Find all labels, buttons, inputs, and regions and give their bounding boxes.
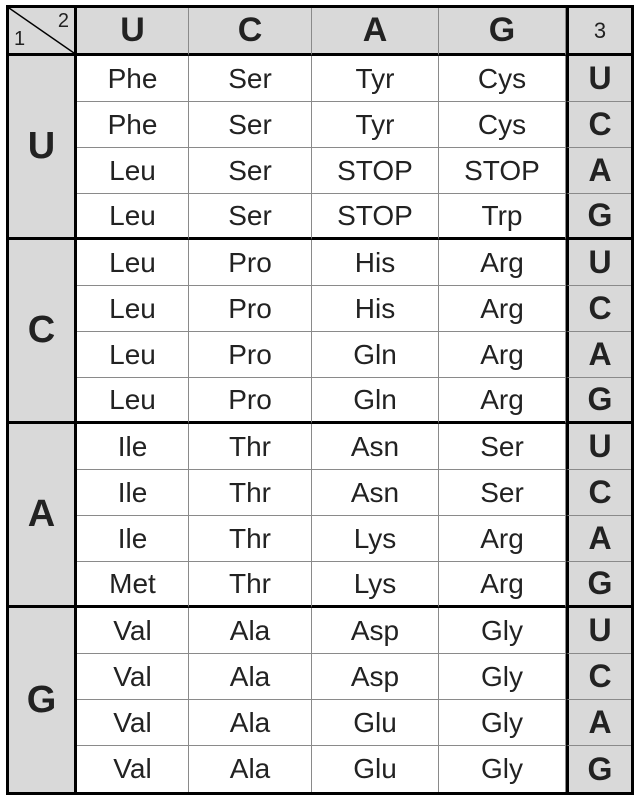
- amino-acid-cell: Ser: [189, 102, 312, 148]
- header-second-base-g: G: [439, 8, 566, 56]
- amino-acid-cell: Val: [77, 608, 189, 654]
- amino-acid-cell: Arg: [439, 286, 566, 332]
- amino-acid-cell: Ala: [189, 608, 312, 654]
- third-base-label: A: [566, 700, 631, 746]
- amino-acid-cell: Ser: [189, 148, 312, 194]
- amino-acid-cell: Gly: [439, 746, 566, 792]
- amino-acid-cell: Gln: [312, 378, 439, 424]
- amino-acid-cell: Ile: [77, 424, 189, 470]
- header-second-base-a: A: [312, 8, 439, 56]
- corner-cell: [9, 8, 77, 56]
- amino-acid-cell: Lys: [312, 562, 439, 608]
- first-position-label: 1: [14, 28, 26, 50]
- amino-acid-cell: Phe: [77, 102, 189, 148]
- first-base-label: G: [9, 608, 77, 792]
- amino-acid-cell: Glu: [312, 746, 439, 792]
- amino-acid-cell: Ala: [189, 654, 312, 700]
- third-base-label: U: [566, 424, 631, 470]
- third-base-label: G: [566, 194, 631, 240]
- amino-acid-cell: Thr: [189, 470, 312, 516]
- third-position-label: 3: [566, 8, 631, 56]
- amino-acid-cell: Asp: [312, 608, 439, 654]
- amino-acid-cell: His: [312, 286, 439, 332]
- amino-acid-cell: Arg: [439, 332, 566, 378]
- amino-acid-cell: Trp: [439, 194, 566, 240]
- third-base-label: U: [566, 240, 631, 286]
- third-base-label: G: [566, 746, 631, 792]
- amino-acid-cell: Gly: [439, 700, 566, 746]
- amino-acid-cell: Pro: [189, 378, 312, 424]
- amino-acid-cell: Lys: [312, 516, 439, 562]
- amino-acid-cell: Ala: [189, 746, 312, 792]
- amino-acid-cell: Leu: [77, 332, 189, 378]
- first-base-label: U: [9, 56, 77, 240]
- amino-acid-cell: Pro: [189, 286, 312, 332]
- third-base-label: G: [566, 378, 631, 424]
- amino-acid-cell: Gly: [439, 608, 566, 654]
- amino-acid-cell: Glu: [312, 700, 439, 746]
- amino-acid-cell: Val: [77, 700, 189, 746]
- amino-acid-cell: Thr: [189, 424, 312, 470]
- first-base-label: A: [9, 424, 77, 608]
- third-base-label: C: [566, 102, 631, 148]
- amino-acid-cell: Leu: [77, 148, 189, 194]
- third-base-label: G: [566, 562, 631, 608]
- amino-acid-cell: Gly: [439, 654, 566, 700]
- amino-acid-cell: Ser: [189, 194, 312, 240]
- header-second-base-u: U: [77, 8, 189, 56]
- amino-acid-cell: Leu: [77, 286, 189, 332]
- first-base-label: C: [9, 240, 77, 424]
- amino-acid-cell: Tyr: [312, 56, 439, 102]
- amino-acid-cell: Met: [77, 562, 189, 608]
- amino-acid-cell: Leu: [77, 240, 189, 286]
- third-base-label: A: [566, 332, 631, 378]
- amino-acid-cell: Ser: [439, 424, 566, 470]
- amino-acid-cell: Ala: [189, 700, 312, 746]
- amino-acid-cell: Asp: [312, 654, 439, 700]
- amino-acid-cell: STOP: [312, 148, 439, 194]
- amino-acid-cell: STOP: [439, 148, 566, 194]
- third-base-label: U: [566, 608, 631, 654]
- third-base-label: A: [566, 148, 631, 194]
- amino-acid-cell: Tyr: [312, 102, 439, 148]
- amino-acid-cell: Arg: [439, 562, 566, 608]
- amino-acid-cell: Arg: [439, 516, 566, 562]
- amino-acid-cell: Arg: [439, 240, 566, 286]
- amino-acid-cell: Thr: [189, 516, 312, 562]
- amino-acid-cell: Leu: [77, 378, 189, 424]
- amino-acid-cell: Ile: [77, 470, 189, 516]
- amino-acid-cell: Asn: [312, 424, 439, 470]
- amino-acid-cell: Ser: [439, 470, 566, 516]
- amino-acid-cell: Cys: [439, 56, 566, 102]
- third-base-label: A: [566, 516, 631, 562]
- amino-acid-cell: Thr: [189, 562, 312, 608]
- header-second-base-c: C: [189, 8, 312, 56]
- amino-acid-cell: Gln: [312, 332, 439, 378]
- amino-acid-cell: Ile: [77, 516, 189, 562]
- amino-acid-cell: Ser: [189, 56, 312, 102]
- amino-acid-cell: His: [312, 240, 439, 286]
- third-base-label: C: [566, 470, 631, 516]
- third-base-label: C: [566, 654, 631, 700]
- amino-acid-cell: Pro: [189, 332, 312, 378]
- amino-acid-cell: Cys: [439, 102, 566, 148]
- codon-table: [6, 5, 634, 795]
- amino-acid-cell: STOP: [312, 194, 439, 240]
- amino-acid-cell: Val: [77, 654, 189, 700]
- amino-acid-cell: Arg: [439, 378, 566, 424]
- second-position-label: 2: [57, 10, 69, 32]
- amino-acid-cell: Asn: [312, 470, 439, 516]
- amino-acid-cell: Val: [77, 746, 189, 792]
- amino-acid-cell: Leu: [77, 194, 189, 240]
- third-base-label: C: [566, 286, 631, 332]
- amino-acid-cell: Phe: [77, 56, 189, 102]
- third-base-label: U: [566, 56, 631, 102]
- amino-acid-cell: Pro: [189, 240, 312, 286]
